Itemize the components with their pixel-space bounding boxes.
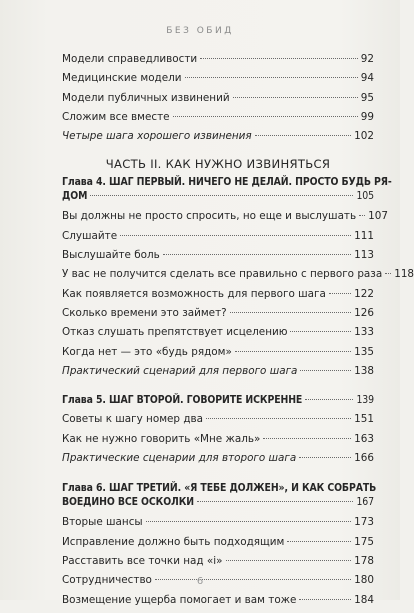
- toc-entry: [62, 92, 374, 111]
- toc-entry: [62, 555, 374, 574]
- toc-entry: [62, 594, 374, 613]
- leader-dots: [235, 351, 351, 352]
- toc-group-chapter-5: [62, 413, 374, 471]
- toc-entry-title: Как появляется возможность для первого шага: [62, 287, 326, 300]
- chapter-page: 167: [356, 496, 374, 509]
- toc-entry-page: 184: [354, 593, 374, 606]
- leader-dots: [233, 97, 358, 98]
- chapter-title-line-1: Глава 4. ШАГ ПЕРВЫЙ. НИЧЕГО НЕ ДЕЛАЙ. ПРОСТО БУДЬ РЯ-: [62, 176, 392, 189]
- toc-entry: [62, 210, 388, 229]
- chapter-title-line-2: ДОМ: [62, 190, 88, 203]
- toc-entry-page: 92: [360, 53, 374, 65]
- toc-entry-page: 151: [354, 413, 374, 426]
- toc-entry-page: 126: [354, 306, 374, 319]
- page-number: 6: [196, 576, 204, 587]
- leader-dots: [305, 399, 353, 400]
- leader-dots: [263, 438, 351, 439]
- toc-entry-page: 166: [354, 452, 374, 465]
- toc-entry-page: 163: [354, 432, 374, 445]
- leader-dots: [185, 77, 358, 78]
- toc-entry-page: 111: [354, 229, 374, 242]
- toc-entry-page: 102: [354, 130, 374, 143]
- toc-entry-title: Выслушайте боль: [62, 249, 160, 262]
- chapter-6-heading: [62, 481, 377, 510]
- running-head: БЕЗ ОБИД: [166, 26, 234, 36]
- chapter-title: Глава 5. ШАГ ВТОРОЙ. ГОВОРИТЕ ИСКРЕННЕ: [62, 394, 303, 407]
- leader-dots: [385, 273, 391, 274]
- toc-entry-title: Модели справедливости: [62, 53, 198, 65]
- toc-entry-page: 107: [368, 210, 388, 223]
- leader-dots: [206, 418, 351, 419]
- leader-dots: [255, 135, 351, 136]
- leader-dots: [287, 541, 351, 542]
- toc-entry: [62, 72, 374, 91]
- toc-entry-page: 113: [354, 249, 374, 262]
- toc-entry-page: 138: [354, 364, 374, 377]
- toc-entry-title: Вторые шансы: [62, 516, 143, 529]
- toc-group-chapter-6: [62, 516, 374, 612]
- toc-entry-page: 175: [354, 535, 374, 548]
- toc-entry: [62, 413, 374, 432]
- part-heading: ЧАСТЬ II. КАК НУЖНО ИЗВИНЯТЬСЯ: [105, 157, 331, 172]
- toc-entry-page: 173: [354, 516, 374, 529]
- toc-entry-page: 178: [354, 554, 374, 567]
- toc-group-top: [62, 53, 374, 149]
- toc-entry-title: Слушайте: [62, 229, 118, 242]
- leader-dots: [163, 254, 351, 255]
- chapter-page: 105: [356, 190, 374, 203]
- toc-entry-title: Практические сценарии для второго шага: [62, 452, 297, 465]
- toc-entry-page: 133: [354, 326, 374, 339]
- toc-entry-title: Советы к шагу номер два: [62, 413, 204, 426]
- toc-entry-page: 95: [360, 91, 374, 104]
- leader-dots: [197, 501, 353, 502]
- toc-entry: [62, 536, 374, 555]
- toc-entry: [62, 452, 374, 471]
- toc-entry-title: Возмещение ущерба помогает и вам тоже: [62, 593, 297, 606]
- toc-entry: [62, 433, 374, 452]
- toc-entry-page: 135: [354, 345, 374, 358]
- toc-entry-title: Практический сценарий для первого шага: [62, 364, 298, 377]
- toc-entry: [62, 249, 374, 268]
- toc-entry-page: 94: [360, 72, 374, 85]
- chapter-title-row: [62, 496, 374, 510]
- leader-dots: [226, 560, 352, 561]
- toc-entry: [62, 268, 414, 287]
- leader-dots: [120, 235, 351, 236]
- toc-entry-title: Исправление должно быть подходящим: [62, 535, 285, 548]
- leader-dots: [230, 312, 352, 313]
- chapter-4-heading: [62, 175, 392, 204]
- toc-entry: [62, 307, 374, 326]
- toc-entry-title: Как не нужно говорить «Мне жаль»: [62, 432, 261, 445]
- leader-dots: [200, 58, 358, 59]
- toc-entry-title: Четыре шага хорошего извинения: [62, 130, 252, 143]
- toc-entry-page: 180: [354, 574, 374, 587]
- toc-entry-title: Модели публичных извинений: [62, 91, 230, 104]
- leader-dots: [329, 293, 351, 294]
- toc-entry: [62, 111, 374, 130]
- table-of-contents: [62, 53, 414, 613]
- leader-dots: [359, 215, 365, 216]
- toc-entry-page: 118: [394, 268, 414, 281]
- leader-dots: [299, 599, 351, 600]
- toc-entry-title: У вас не получится сделать все правильно с первого раза: [62, 268, 383, 281]
- toc-entry-title: Отказ слушать препятствует исцелению: [62, 326, 288, 339]
- toc-entry: [62, 326, 374, 345]
- toc-entry-title: Сложим все вместе: [62, 110, 170, 123]
- chapter-5-heading: [62, 394, 374, 413]
- toc-entry-title: Сколько времени это займет?: [62, 306, 227, 319]
- toc-entry-page: 99: [360, 110, 374, 123]
- leader-dots: [146, 521, 352, 522]
- leader-dots: [300, 370, 351, 371]
- toc-entry-title: Расставить все точки над «i»: [62, 554, 223, 567]
- toc-entry: [62, 365, 374, 384]
- chapter-title-row: [62, 190, 374, 204]
- chapter-title-line-2: ВОЕДИНО ВСЕ ОСКОЛКИ: [62, 496, 194, 509]
- chapter-page: 139: [356, 394, 374, 407]
- toc-entry: [62, 230, 374, 249]
- toc-entry-title: Когда нет — это «будь рядом»: [62, 345, 232, 358]
- toc-entry: [62, 53, 374, 72]
- leader-dots: [299, 457, 351, 458]
- leader-dots: [290, 331, 351, 332]
- toc-entry-title: Медицинские модели: [62, 72, 182, 85]
- toc-entry: [62, 130, 374, 149]
- chapter-title-line-1: Глава 6. ШАГ ТРЕТИЙ. «Я ТЕБЕ ДОЛЖЕН», И КАК СОБРАТЬ: [62, 482, 377, 495]
- toc-group-chapter-4: [62, 210, 414, 384]
- toc-entry: [62, 288, 374, 307]
- toc-entry: [62, 346, 374, 365]
- leader-dots: [173, 116, 358, 117]
- toc-entry-page: 122: [354, 287, 374, 300]
- toc-entry-title: Вы должны не просто спросить, но еще и выслушать: [62, 210, 357, 223]
- leader-dots: [90, 195, 353, 196]
- toc-entry-title: Сотрудничество: [62, 574, 152, 587]
- toc-entry: [62, 516, 374, 535]
- chapter-title-row: [62, 394, 374, 413]
